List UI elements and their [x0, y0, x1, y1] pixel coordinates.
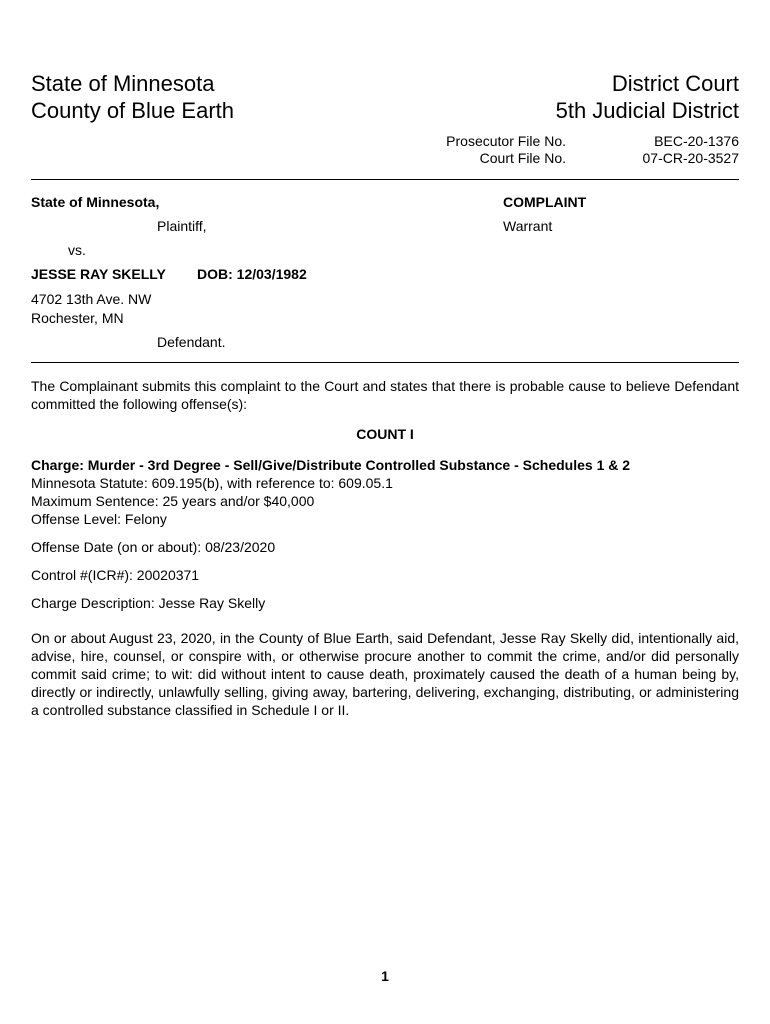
defendant-name: JESSE RAY SKELLY [31, 266, 166, 282]
narrative-paragraph: On or about August 23, 2020, in the County of Blue Earth, said Defendant, Jesse Ray Skelly did, intentionally aid, advise, hire, counsel, or conspire with, or otherwise procure another to commit the crime, and/or did personally commit said crime; to wit: did without intent to cause death, proximately caused the death of a human being by, directly or indirectly, unlawfully selling, giving away, bartering, delivering, exchanging, distributing, or administering a controlled substance classified in Schedule I or II. [31, 630, 739, 718]
defendant-role: Defendant. [157, 334, 226, 350]
versus-text: vs. [68, 242, 86, 258]
plaintiff-role: Plaintiff, [157, 218, 207, 234]
offense-date-line: Offense Date (on or about): 08/23/2020 [31, 539, 276, 555]
defendant-dob: DOB: 12/03/1982 [197, 266, 307, 282]
prosecutor-file-label: Prosecutor File No. [446, 133, 566, 149]
statute-line: Minnesota Statute: 609.195(b), with reference to: 609.05.1 [31, 475, 393, 491]
caption-divider [31, 362, 739, 363]
charge-line: Charge: Murder - 3rd Degree - Sell/Give/Distribute Controlled Substance - Schedules 1 & 2 [31, 457, 631, 473]
court-file-label: Court File No. [479, 150, 566, 166]
offense-level-line: Offense Level: Felony [31, 511, 167, 527]
max-sentence-line: Maximum Sentence: 25 years and/or $40,000 [31, 493, 315, 509]
top-divider [31, 179, 739, 180]
intro-paragraph: The Complainant submits this complaint to the Court and states that there is probable cause to believe Defendant committed the following offense(s): [31, 378, 739, 412]
district-heading: 5th Judicial District [555, 98, 739, 123]
court-file-number: 07-CR-20-3527 [642, 150, 739, 166]
defendant-address-line2: Rochester, MN [31, 310, 124, 326]
plaintiff-name: State of Minnesota, [31, 194, 160, 210]
document-type: COMPLAINT [503, 194, 587, 210]
prosecutor-file-number: BEC-20-1376 [654, 133, 739, 149]
page-number: 1 [381, 968, 389, 984]
court-heading: District Court [611, 71, 739, 96]
state-heading: State of Minnesota [31, 71, 215, 96]
defendant-address-line1: 4702 13th Ave. NW [31, 291, 152, 307]
document-subtype: Warrant [503, 218, 553, 234]
count-title: COUNT I [356, 426, 414, 442]
charge-description-line: Charge Description: Jesse Ray Skelly [31, 595, 266, 611]
county-heading: County of Blue Earth [31, 98, 235, 123]
control-number-line: Control #(ICR#): 20020371 [31, 567, 200, 583]
